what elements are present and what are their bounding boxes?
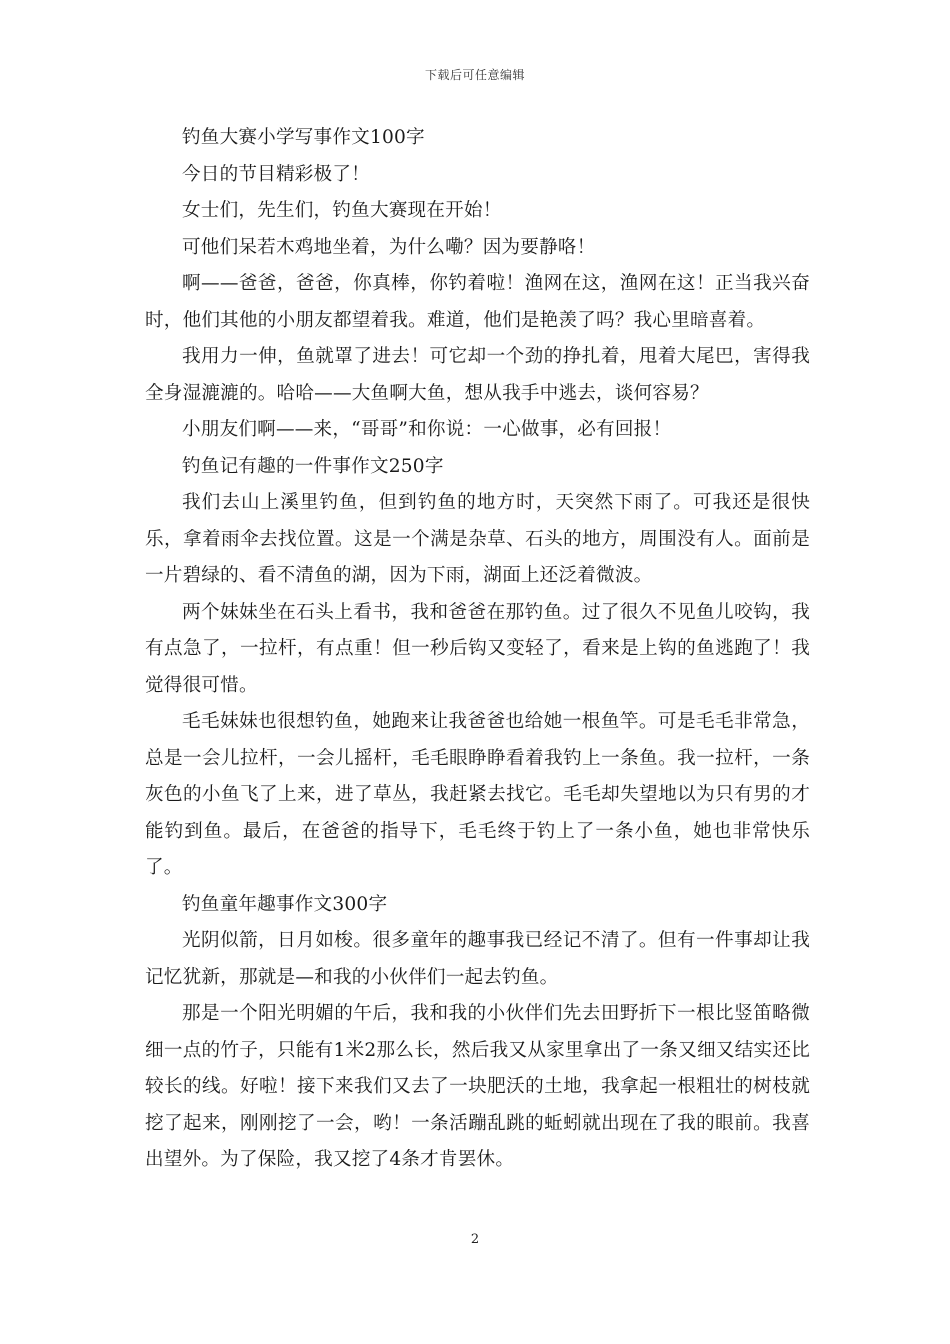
essay-title-1: 钓鱼大赛小学写事作文100字 (182, 127, 425, 148)
paragraph: 我用力一伸，鱼就罩了进去！可它却一个劲的挣扎着，甩着大尾巴，害得我全身湿漉漉的。哈哈——大鱼啊大鱼，想从我手中逃去，谈何容易？ (145, 346, 810, 404)
paragraph: 两个妹妹坐在石头上看书，我和爸爸在那钓鱼。过了很久不见鱼儿咬钩，我有点急了，一拉杆，有点重！但一秒后钩又变轻了，看来是上钩的鱼逃跑了！我觉得很可惜。 (145, 601, 810, 696)
page-header: 下载后可任意编辑 (424, 68, 525, 82)
essay-title-3: 钓鱼童年趣事作文300字 (182, 893, 388, 915)
page-number: 2 (470, 1232, 480, 1247)
paragraph: 今日的节目精彩极了！ (182, 163, 370, 185)
essay-title-2: 钓鱼记有趣的一件事作文250字 (182, 455, 444, 477)
paragraph: 那是一个阳光明媚的午后，我和我的小伙伴们先去田野折下一根比竖笛略微细一点的竹子，只能有1米2那么长，然后我又从家里拿出了一条又细又结实还比较长的线。好啦！接下来我们又去了一块肥沃的土地，我拿起一根粗壮的树枝就挖了起来，刚刚挖了一会，哟！一条活蹦乱跳的蚯蚓就出现在了我的眼前。我喜出望外。为了保险，我又挖了4条才肯罢休。 (145, 1003, 810, 1170)
paragraph: 可他们呆若木鸡地坐着，为什么嘞？因为要静咯！ (182, 236, 596, 258)
paragraph: 我们去山上溪里钓鱼，但到钓鱼的地方时，天突然下雨了。可我还是很快乐，拿着雨伞去找位置。这是一个满是杂草、石头的地方，周围没有人。面前是一片碧绿的、看不清鱼的湖，因为下雨，湖面上还泛着微波。 (145, 492, 810, 586)
paragraph: 啊——爸爸，爸爸，你真棒，你钓着啦！渔网在这，渔网在这！正当我兴奋时，他们其他的小朋友都望着我。难道，他们是艳羡了吗？我心里暗喜着。 (145, 273, 810, 331)
paragraph: 光阴似箭，日月如梭。很多童年的趣事我已经记不清了。但有一件事却让我记忆犹新，那就是—和我的小伙伴们一起去钓鱼。 (145, 930, 810, 988)
paragraph: 毛毛妹妹也很想钓鱼，她跑来让我爸爸也给她一根鱼竿。可是毛毛非常急，总是一会儿拉杆，一会儿摇杆，毛毛眼睁睁看着我钓上一条鱼。我一拉杆，一条灰色的小鱼飞了上来，进了草丛，我赶紧去找它。毛毛却失望地以为只有男的才能钓到鱼。最后，在爸爸的指导下，毛毛终于钓上了一条小鱼，她也非常快乐了。 (145, 711, 810, 878)
paragraph: 小朋友们啊——来，“哥哥”和你说：一心做事，必有回报！ (182, 419, 672, 440)
paragraph: 女士们，先生们，钓鱼大赛现在开始！ (182, 200, 502, 221)
document-body (145, 120, 810, 1179)
